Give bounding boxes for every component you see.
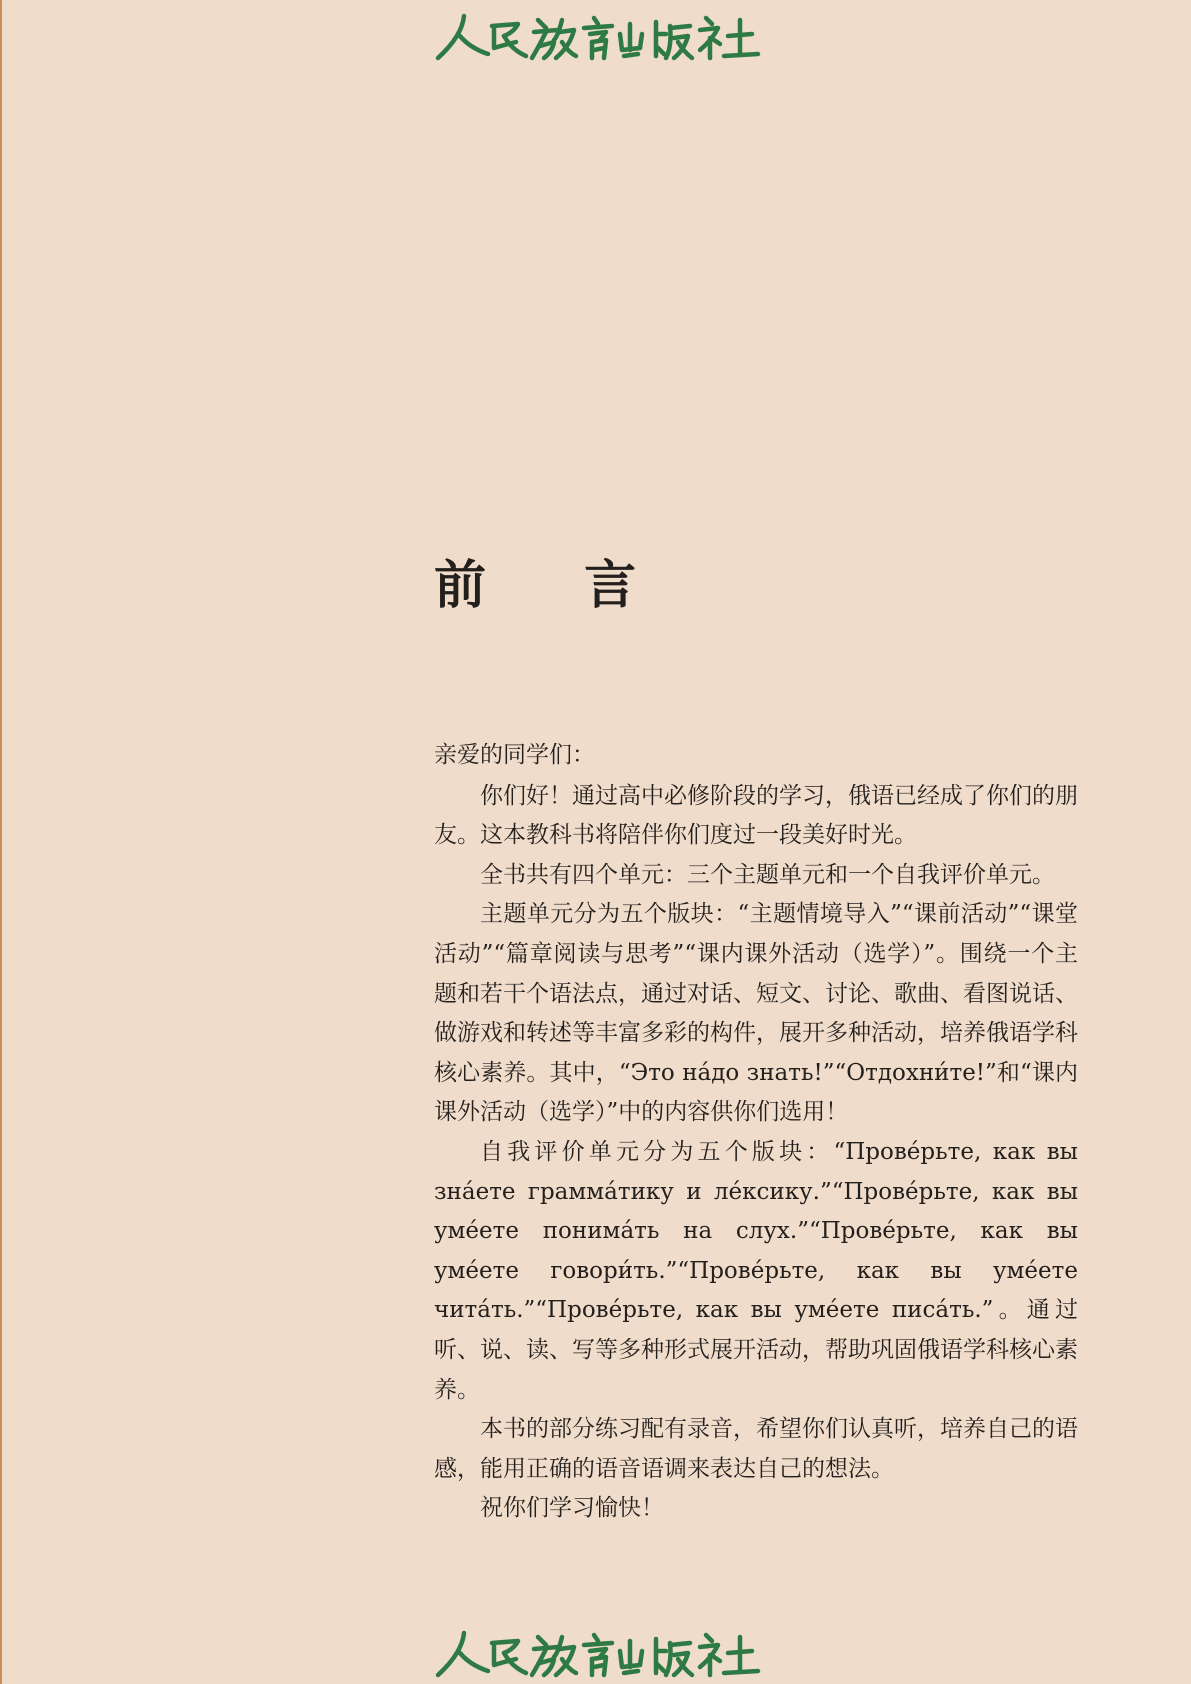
paragraph-recordings: 本书的部分练习配有录音，希望你们认真听，培养自己的语感，能用正确的语音语调来表达自己的想法。	[434, 1416, 1078, 1482]
paragraph-self-assessment: 自我评价单元分为五个版块：“Прове́рьте, как вы зна́ете грамма́тику и ле́ксику.”“Прове́рьте, как вы уме́ете понима́ть на слух.”“Прове́рьте, как вы уме́ете говори́ть.”“Прове́рьте, как вы уме́ете чита́ть.”“Прове́рьте, как вы уме́ете писа́ть.”。通过听、说、读、写等多种形式展开活动，帮助巩固俄语学科核心素养。	[434, 1138, 1078, 1403]
calligraphy-logo-icon	[434, 6, 764, 66]
calligraphy-logo-icon	[434, 1623, 764, 1683]
paragraph-closing: 祝你们学习愉快！	[480, 1495, 664, 1522]
page-edge	[0, 0, 2, 1684]
paragraph-intro: 你们好！通过高中必修阶段的学习，俄语已经成了你们的朋友。这本教科书将陪伴你们度过一段美好时光。	[434, 782, 1078, 849]
paragraph-theme-units: 主题单元分为五个版块：“主题情境导入”“课前活动”“课堂活动”“篇章阅读与思考”“课内课外活动（选学）”。围绕一个主题和若干个语法点，通过对话、短文、讨论、歌曲、看图说话、做游戏和转述等丰富多彩的构件，展开多种活动，培养俄语学科核心素养。其中，“Это на́до знать!”“Отдохни́те!”和“课内课外活动（选学）”中的内容供你们选用！	[434, 901, 1078, 1126]
greeting: 亲爱的同学们：	[434, 742, 595, 768]
preface-body	[434, 736, 1078, 1529]
publisher-logo-bottom	[434, 1623, 764, 1683]
paragraph-units: 全书共有四个单元：三个主题单元和一个自我评价单元。	[480, 861, 1055, 888]
preface-title: 前 言	[434, 555, 677, 616]
publisher-logo-top	[434, 6, 764, 66]
